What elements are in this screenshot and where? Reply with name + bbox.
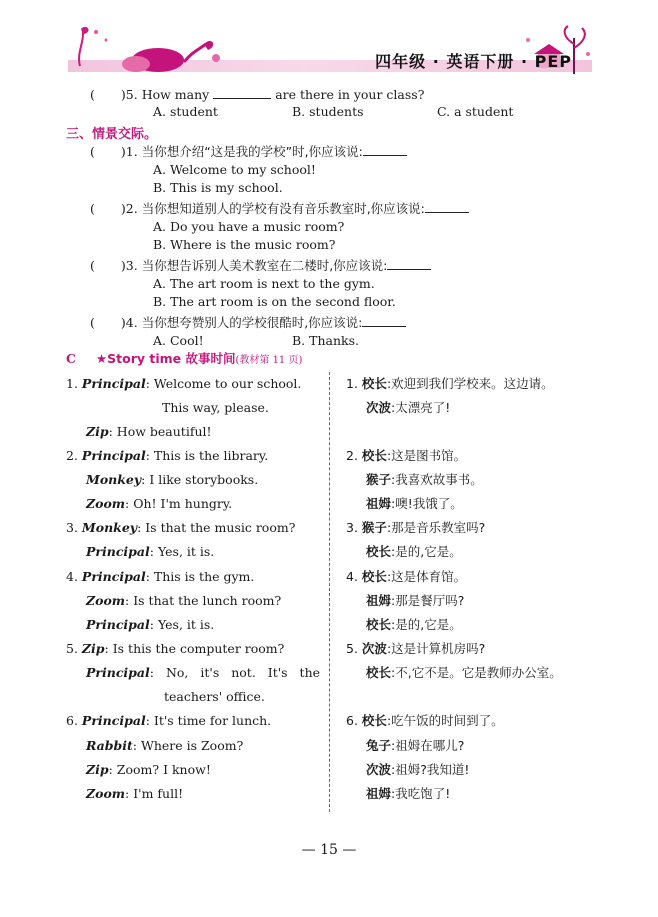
s3-item-3-a: A. The art room is next to the gym. — [153, 276, 375, 291]
story-cn-line: 5. 次波:这是计算机房吗? — [346, 641, 486, 656]
s3-item-4: ( )4. 当你想夸赞别人的学校很酷时,你应该说: — [90, 314, 406, 331]
story-cn-line: 祖姆:噢!我饿了。 — [366, 496, 463, 511]
story-en-line: Principal: Yes, it is. — [86, 617, 215, 632]
s3-item-4-b: B. Thanks. — [292, 333, 359, 348]
section-c-letter: C — [66, 351, 76, 366]
q5-option-b: B. students — [292, 104, 364, 119]
s3-item-3: ( )3. 当你想告诉别人美术教室在二楼时,你应该说: — [90, 257, 431, 274]
story-en-line: Zoom: Oh! I'm hungry. — [86, 496, 233, 511]
story-cn-line: 3. 猴子:那是音乐教室吗? — [346, 520, 486, 535]
story-en-line: Rabbit: Where is Zoom? — [86, 738, 244, 753]
story-en-line: 4. Principal: This is the gym. — [66, 569, 255, 584]
story-cn-line: 校长:是的,它是。 — [366, 544, 462, 559]
q5-option-c: C. a student — [437, 104, 514, 119]
story-cn-line: 校长:是的,它是。 — [366, 617, 462, 632]
story-cn-line: 6. 校长:吃午饭的时间到了。 — [346, 713, 504, 728]
q5-option-a: A. student — [153, 104, 218, 119]
story-cn-line: 祖姆:我吃饱了! — [366, 786, 451, 801]
answer-blank[interactable] — [213, 86, 271, 99]
story-en-line: Monkey: I like storybooks. — [86, 472, 259, 487]
story-en-line: 5. Zip: Is this the computer room? — [66, 641, 285, 656]
story-en-line: 1. Principal: Welcome to our school. — [66, 376, 302, 391]
s3-item-4-a: A. Cool! — [153, 333, 204, 348]
answer-blank[interactable] — [425, 200, 469, 213]
section-3-heading: 三、情景交际。 — [66, 127, 158, 142]
answer-blank[interactable] — [387, 257, 431, 270]
story-en-line: Zoom: Is that the lunch room? — [86, 593, 282, 608]
s3-item-1-b: B. This is my school. — [153, 180, 283, 195]
story-cn-line: 祖姆:那是餐厅吗? — [366, 593, 465, 608]
s3-item-1-a: A. Welcome to my school! — [153, 162, 316, 177]
story-cn-line: 次波:祖姆?我知道! — [366, 762, 470, 777]
story-en-line: 6. Principal: It's time for lunch. — [66, 713, 272, 728]
story-en-line: Zip: Zoom? I know! — [86, 762, 211, 777]
textbook-page-note: (教材第 11 页) — [235, 355, 303, 366]
s3-item-2: ( )2. 当你想知道别人的学校有没有音乐教室时,你应该说: — [90, 200, 469, 217]
story-cn-line: 兔子:祖姆在哪儿? — [366, 738, 465, 753]
story-en-line: Principal: No, it's not. It's the — [86, 665, 321, 680]
header-title: 四年级 · 英语下册 · PEP — [375, 52, 572, 71]
answer-blank[interactable] — [363, 143, 407, 156]
story-cn-line: 校长:不,它不是。它是教师办公室。 — [366, 665, 562, 680]
story-en-line: 2. Principal: This is the library. — [66, 448, 269, 463]
story-en-line: 3. Monkey: Is that the music room? — [66, 520, 296, 535]
story-en-line: Principal: Yes, it is. — [86, 544, 215, 559]
question-5: ( )5. How many are there in your class? — [90, 87, 425, 102]
story-cn-line: 2. 校长:这是图书馆。 — [346, 448, 467, 463]
s3-item-2-b: B. Where is the music room? — [153, 237, 336, 252]
story-cn-line: 1. 校长:欢迎到我们学校来。这边请。 — [346, 376, 554, 391]
story-time-title: ★Story time 故事时间 — [95, 351, 236, 366]
story-en-line: Zip: How beautiful! — [86, 424, 212, 439]
s3-item-2-a: A. Do you have a music room? — [153, 219, 345, 234]
s3-item-1: ( )1. 当你想介绍“这是我的学校”时,你应该说: — [90, 143, 407, 160]
page-header — [68, 22, 592, 78]
s3-item-3-b: B. The art room is on the second floor. — [153, 294, 396, 309]
flower-decoration-left — [66, 22, 226, 74]
story-en-line: Zoom: I'm full! — [86, 786, 184, 801]
column-divider — [329, 372, 330, 812]
story-cn-line: 次波:太漂亮了! — [366, 400, 451, 415]
story-en-line: teachers' office. — [164, 689, 265, 704]
story-cn-line: 4. 校长:这是体育馆。 — [346, 569, 467, 584]
page-number: — 15 — — [301, 842, 357, 858]
story-cn-line: 猴子:我喜欢故事书。 — [366, 472, 483, 487]
answer-blank[interactable] — [362, 314, 406, 327]
section-c-heading — [66, 351, 302, 369]
story-en-line: This way, please. — [162, 400, 269, 415]
